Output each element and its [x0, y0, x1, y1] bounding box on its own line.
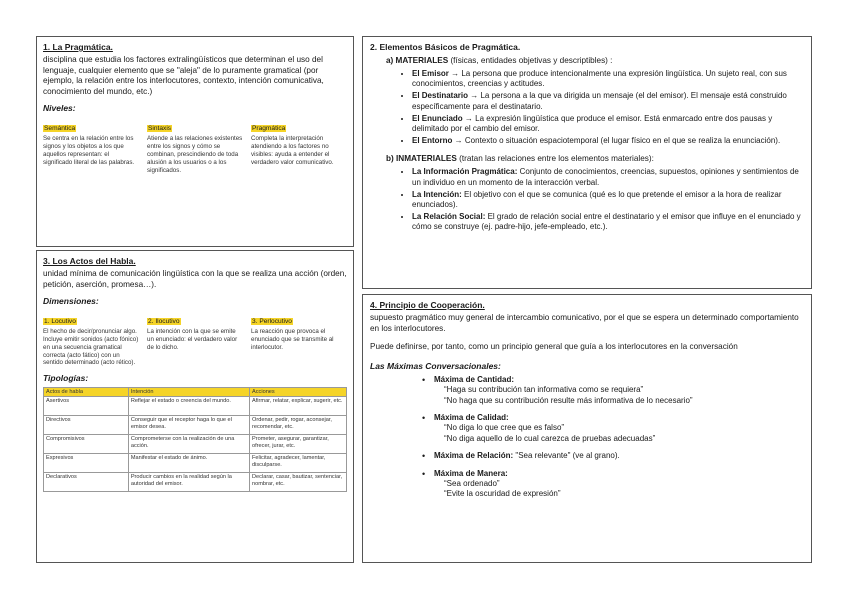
pragmatica-title: 1. La Pragmática. — [43, 42, 113, 52]
materiales-heading — [386, 56, 804, 65]
maxima-quote: “Haga su contribución tan informativa como se requiera” — [444, 385, 644, 395]
table-row — [44, 416, 347, 435]
elementos-title: 2. Elementos Básicos de Pragmática. — [370, 42, 521, 52]
nivel-sintaxis — [147, 117, 243, 174]
item-desc: Contexto o situación espaciotemporal (el lugar físico en el que se realiza la enunciación). — [464, 136, 781, 146]
tipologias-heading: Tipologías: — [43, 373, 89, 384]
list-item — [412, 212, 804, 232]
pragmatica-definition: disciplina que estudia los factores extralingüísticos que determinan el uso del lenguaje, cualquier elemento que se "aleja" de lo puramente gramatical (por ejemplo, la relación entre los interlocutores, contexto, intención comunicativa, conocimiento del mundo, etc.) — [43, 55, 324, 96]
cooperacion-definition: supuesto pragmático muy general de intercambio comunicativo, por el que se espera un determinado comportamiento en los interlocutores. — [370, 313, 799, 333]
materiales-desc: (físicas, entidades objetivas y descriptibles) : — [448, 56, 613, 65]
nivel-label: Sintaxis — [148, 125, 172, 133]
item-term: La Relación Social: — [412, 212, 488, 222]
nivel-text: Se centra en la relación entre los signos y los objetos a los que aquellos representan: el significado literal de las palabras. — [43, 135, 135, 166]
item-term: La Información Pragmática: — [412, 167, 520, 177]
table-cell: Producir cambios en la realidad según la autoridad del emisor. — [128, 473, 249, 492]
table-cell: Ordenar, pedir, rogar, aconsejar, recomendar, etc. — [250, 416, 347, 435]
item-desc: El grado de relación social entre el destinatario y el emisor que influye en el enunciado y cómo se construye (ej. padre-hijo, jefe-empleado, etc.). — [412, 212, 801, 232]
maxima-quote: “Sea ordenado” — [444, 479, 500, 489]
cooperacion-text: Puede definirse, por tanto, como un principio general que guía a los interlocutores en la conversación — [370, 342, 738, 352]
cooperacion-title: 4. Principio de Cooperación. — [370, 300, 485, 310]
table-cell: Manifestar el estado de ánimo. — [128, 454, 249, 473]
materiales-label: a) MATERIALES — [386, 56, 449, 65]
table-cell: Afirmar, relatar, explicar, sugerir, etc. — [250, 397, 347, 416]
item-desc: Conjunto de conocimientos, creencias, supuestos, opiniones y sentimientos de un individuo en un momento de la interacción verbal. — [412, 167, 799, 187]
nivel-text: Completa la interpretación atendiendo a los factores no visibles: ayuda a entender el verdadero valor comunicativo. — [251, 135, 334, 166]
item-desc: La expresión lingüística que produce el emisor. Está enmarcado entre dos pausas y delimitado por el cambio del emisor. — [412, 113, 773, 134]
nivel-pragmatica — [251, 117, 347, 174]
list-item — [412, 69, 804, 89]
dimension-perlocutivo — [251, 310, 347, 367]
nivel-label: Semántica — [44, 125, 76, 133]
tipologias-table — [43, 387, 347, 492]
table-row — [44, 473, 347, 492]
maxima-quote: “No diga lo que cree que es falso” — [444, 423, 565, 433]
dimension-label: 1. Locutivo — [44, 318, 76, 326]
maxima-quote: “Evite la oscuridad de expresión” — [444, 489, 561, 499]
dimension-ilocutivo — [147, 310, 243, 367]
table-cell: Comprometerse con la realización de una acción. — [128, 435, 249, 454]
inmateriales-heading — [386, 154, 804, 163]
table-cell: Expresivos — [44, 454, 129, 473]
elementos-section — [362, 36, 812, 289]
table-header: Intención — [128, 388, 249, 397]
maximas-list — [422, 375, 804, 500]
table-cell: Felicitar, agradecer, lamentar, disculparse. — [250, 454, 347, 473]
nivel-semantica — [43, 117, 139, 174]
table-header: Acciones — [250, 388, 347, 397]
nivel-label: Pragmática — [252, 125, 286, 133]
maxima-desc: "Sea relevante" (ve al grano). — [513, 451, 620, 461]
list-item — [412, 167, 804, 187]
dimension-text: El hecho de decir/pronunciar algo. Incluye emitir sonidos (acto fónico) en una secuencia gramatical correcta (acto fático) con un sentido determinado (acto rético). — [43, 328, 139, 367]
table-cell: Declarativos — [44, 473, 129, 492]
niveles-heading: Niveles: — [43, 103, 76, 114]
maximas-heading: Las Máximas Conversacionales: — [370, 360, 501, 371]
list-item — [412, 136, 804, 146]
dimension-locutivo — [43, 310, 139, 367]
maxima-quote: “No haga que su contribución resulte más informativa de lo necesario” — [444, 395, 693, 405]
table-header: Actos de habla — [44, 388, 129, 397]
pragmatica-section — [36, 36, 354, 247]
item-desc: El objetivo con el que se comunica (qué es lo que pretende el emisor a la hora de realizar enunciados). — [412, 189, 782, 210]
table-header-row — [44, 388, 347, 397]
dimensiones-heading: Dimensiones: — [43, 296, 99, 307]
maxima-title: Máxima de Relación: — [434, 451, 514, 461]
table-cell: Declarar, casar, bautizar, sentenciar, nombrar, etc. — [250, 473, 347, 492]
item-term: El Enunciado → — [412, 113, 476, 123]
item-term: La Intención: — [412, 189, 464, 199]
materiales-list — [394, 69, 804, 146]
table-cell: Reflejar el estado o creencia del mundo. — [128, 397, 249, 416]
table-cell: Prometer, asegurar, garantizar, ofrecer, jurar, etc. — [250, 435, 347, 454]
maxima-title: Máxima de Calidad: — [434, 413, 509, 422]
item-term: El Destinatario → — [412, 91, 481, 101]
actos-title: 3. Los Actos del Habla. — [43, 256, 136, 266]
item-term: El Entorno → — [412, 136, 465, 146]
maxima-quote: “No diga aquello de lo cual carezca de pruebas adecuadas” — [444, 433, 656, 443]
niveles-columns — [43, 117, 347, 174]
item-term: El Emisor → — [412, 69, 462, 78]
table-row — [44, 435, 347, 454]
inmateriales-label: b) INMATERIALES — [386, 154, 457, 164]
inmateriales-desc: (tratan las relaciones entre los elementos materiales): — [456, 154, 654, 164]
actos-definition: unidad mínima de comunicación lingüística con la que se realiza una acción (orden, petición, aserción, promesa…). — [43, 269, 347, 289]
dimension-text: La intención con la que se emite un enunciado: el verdadero valor de lo dicho. — [147, 328, 238, 351]
maxima-relacion — [422, 451, 804, 461]
dimension-text: La reacción que provoca el enunciado que se transmite al interlocutor. — [251, 328, 334, 351]
item-desc: La persona a la que va dirigida un mensaje (el del emisor). El mensaje está construido específicamente para el destinatario. — [412, 91, 787, 111]
dimension-label: 3. Perlocutivo — [252, 318, 292, 326]
maxima-cantidad — [422, 375, 804, 406]
maxima-title: Máxima de Manera: — [434, 468, 508, 478]
maxima-manera — [422, 469, 804, 500]
nivel-text: Atiende a las relaciones existentes entre los signos y cómo se combinan, prescindiendo de toda alusión a los usuarios o a los significados. — [147, 135, 243, 174]
list-item — [412, 114, 804, 134]
inmateriales-list — [394, 167, 804, 232]
table-cell: Directivos — [44, 416, 129, 435]
table-cell: Compromisivos — [44, 435, 129, 454]
list-item — [412, 190, 804, 210]
maxima-title: Máxima de Cantidad: — [434, 374, 515, 384]
table-cell: Conseguir que el receptor haga lo que el emisor desea. — [128, 416, 249, 435]
cooperacion-section — [362, 294, 812, 563]
list-item — [412, 91, 804, 111]
maxima-calidad — [422, 413, 804, 444]
dimension-label: 2. Ilocutivo — [148, 318, 180, 326]
dimensiones-columns — [43, 310, 347, 367]
table-row — [44, 397, 347, 416]
item-desc: La persona que produce intencionalmente una expresión lingüística. Un sujeto real, con sus conocimientos, creencias y actitudes. — [412, 69, 787, 89]
table-row — [44, 454, 347, 473]
actos-section — [36, 250, 354, 563]
table-cell: Asertivos — [44, 397, 129, 416]
